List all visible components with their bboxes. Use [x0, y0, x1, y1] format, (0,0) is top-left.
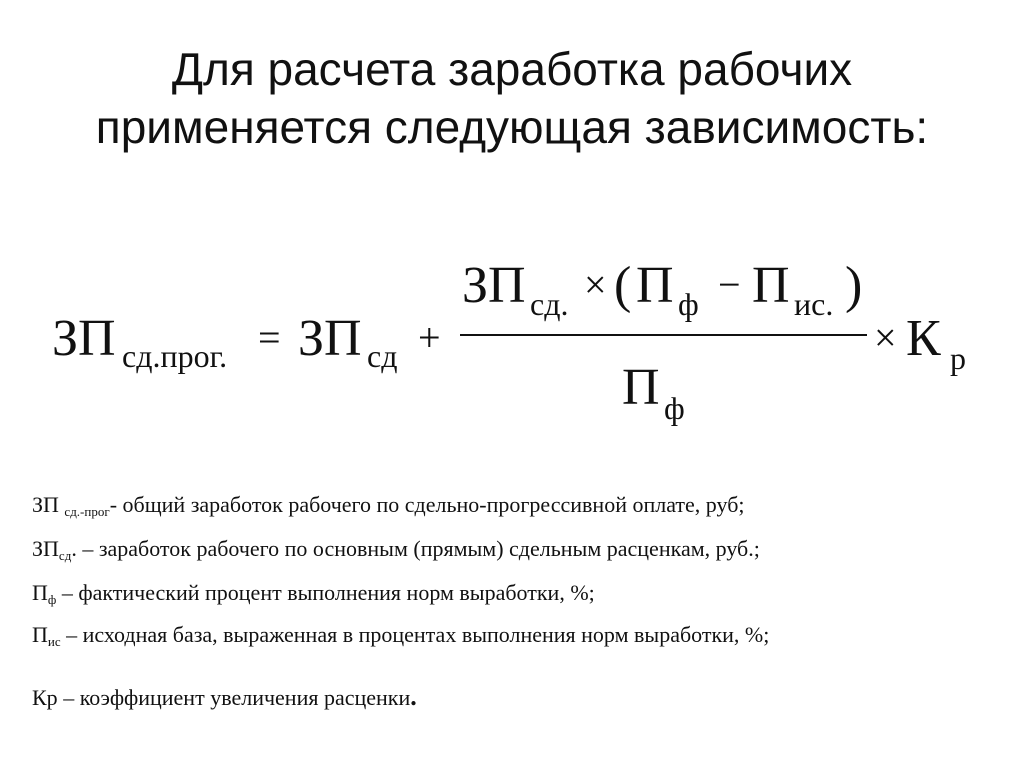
- formula-plus: +: [418, 315, 441, 360]
- title-line-2: применяется следующая зависимость:: [95, 101, 929, 153]
- formula-k-main: К: [906, 310, 941, 367]
- formula-num-zp: ЗП: [462, 257, 526, 314]
- formula-close-paren: ): [845, 257, 863, 314]
- definition-item: [32, 682, 417, 712]
- definition-symbol: ЗП: [32, 536, 59, 561]
- definition-item: [32, 580, 595, 608]
- definition-text: . – заработок рабочего по основным (прямым) сдельным расценкам, руб.;: [71, 536, 760, 561]
- definition-text: – исходная база, выраженная в процентах выполнения норм выработки, %;: [60, 622, 770, 647]
- fraction-bar: [460, 334, 867, 336]
- formula-lhs-sub: сд.прог.: [122, 338, 228, 374]
- formula-equals: =: [258, 315, 281, 360]
- formula-open-paren: (: [614, 257, 632, 314]
- definition-text: - общий заработок рабочего по сдельно-прогрессивной оплате, руб;: [109, 492, 745, 517]
- formula-times-2: ×: [874, 315, 897, 360]
- definition-item: [32, 492, 745, 520]
- formula-den-sub: ф: [664, 390, 685, 426]
- formula-den-p: П: [622, 359, 660, 416]
- definition-symbol: П: [32, 580, 48, 605]
- definition-symbol: П: [32, 622, 48, 647]
- formula-lhs-main: ЗП: [52, 310, 116, 367]
- definition-text: – коэффициент увеличения расценки: [57, 685, 411, 710]
- definition-symbol: ЗП: [32, 492, 59, 517]
- formula-minus: −: [718, 262, 741, 307]
- definition-item: [32, 622, 769, 650]
- formula-k-sub: р: [950, 340, 966, 376]
- definition-end-dot: .: [410, 682, 417, 711]
- formula-num-pis-sub: ис.: [794, 286, 834, 322]
- formula-num-pf: П: [636, 257, 674, 314]
- definition-symbol-sub: сд.-прог: [64, 504, 110, 519]
- definition-text: – фактический процент выполнения норм выработки, %;: [56, 580, 595, 605]
- formula-num-pis: П: [752, 257, 790, 314]
- formula-num-pf-sub: ф: [678, 286, 699, 322]
- formula-term1-main: ЗП: [298, 310, 362, 367]
- definition-symbol-sub: сд: [58, 548, 72, 563]
- definition-symbol-sub: ис: [47, 634, 61, 649]
- definition-symbol-sub: ф: [47, 592, 57, 607]
- definition-item: [32, 536, 760, 564]
- formula-term1-sub: сд: [367, 338, 398, 374]
- definition-symbol: Кр: [32, 685, 58, 710]
- title-line-1: Для расчета заработка рабочих: [171, 43, 853, 95]
- formula-num-zp-sub: сд.: [530, 286, 569, 322]
- formula-times-1: ×: [584, 262, 607, 307]
